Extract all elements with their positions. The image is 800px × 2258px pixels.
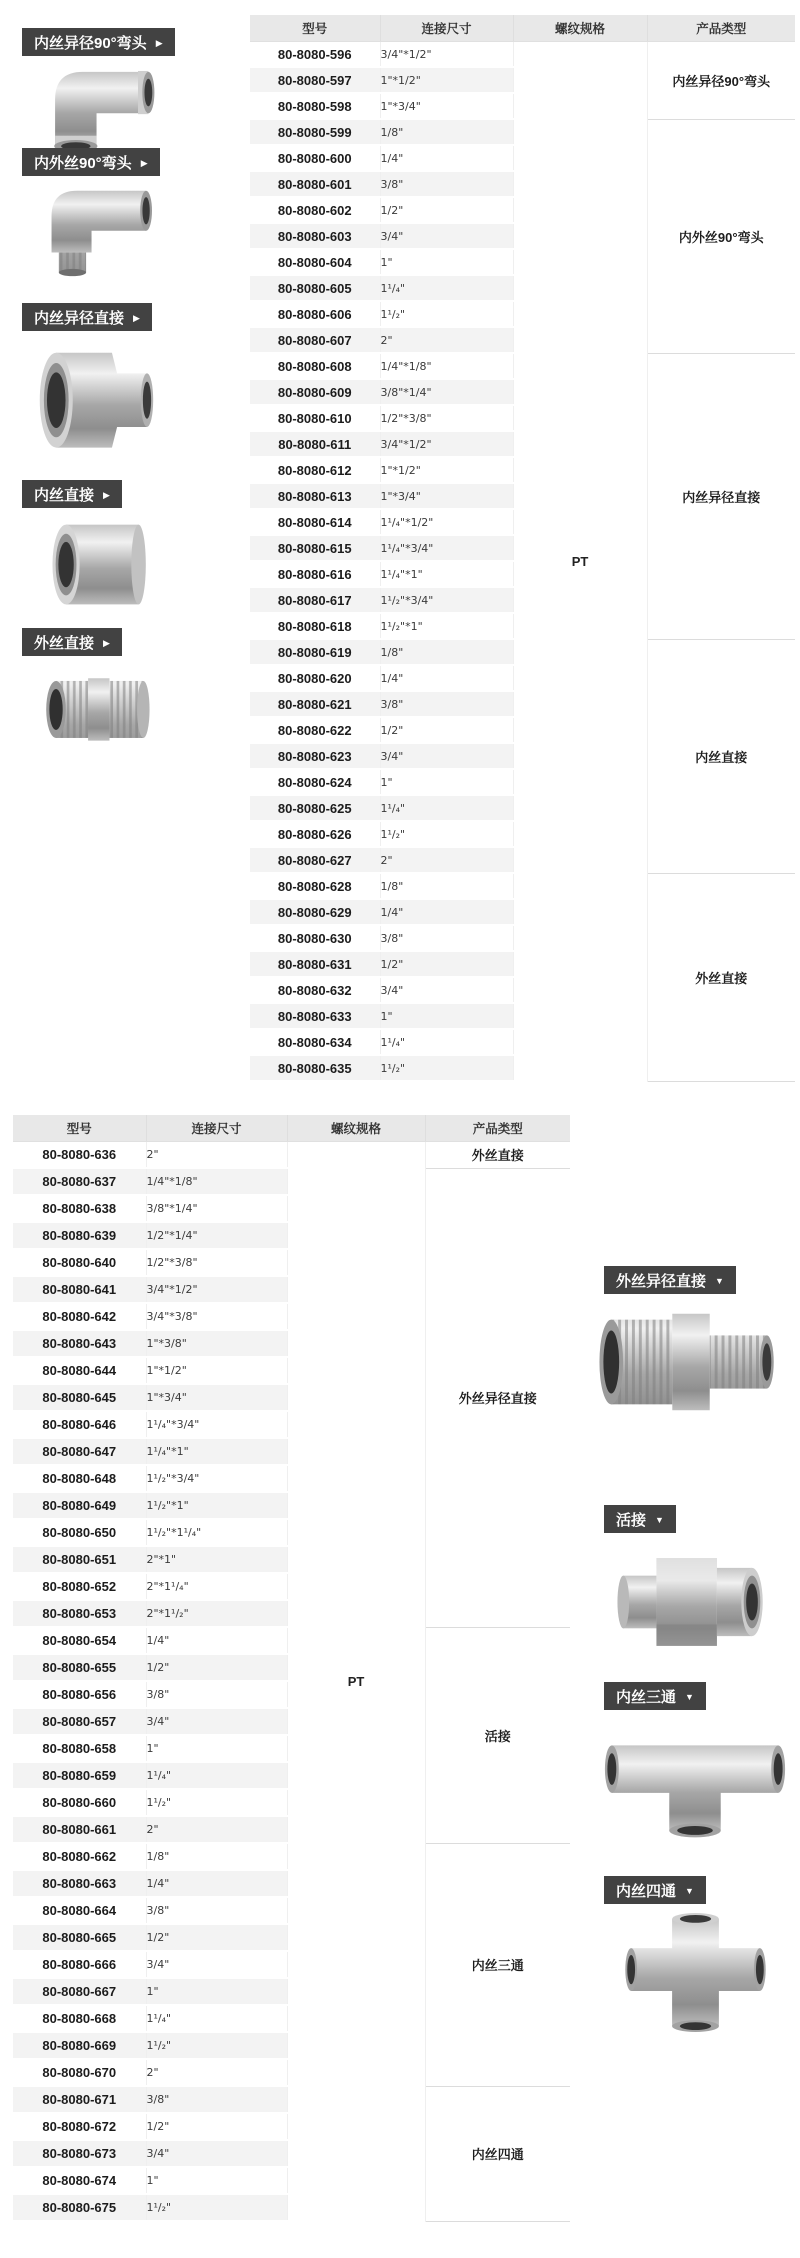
category-button-male-nipple[interactable] xyxy=(22,628,122,656)
product-type-cell: 外丝直接 xyxy=(647,873,795,1081)
model-cell: 80-8080-650 xyxy=(13,1519,146,1546)
col-header-thread: 螺纹规格 xyxy=(513,15,647,42)
size-cell: 1/4" xyxy=(380,665,513,691)
product-type-cell: 内外丝90°弯头 xyxy=(647,119,795,353)
size-cell: 1/2" xyxy=(146,1924,287,1951)
product-image-female-reducing-coupling xyxy=(15,332,180,458)
product-type-cell: 内丝异径90°弯头 xyxy=(647,42,795,120)
size-cell: 1/8" xyxy=(380,873,513,899)
model-cell: 80-8080-623 xyxy=(250,743,380,769)
size-cell: 1"*1/2" xyxy=(146,1357,287,1384)
category-label: 内丝三通 xyxy=(616,1688,677,1706)
size-cell: 1/4" xyxy=(146,1870,287,1897)
size-cell: 1/4"*1/8" xyxy=(146,1168,287,1195)
model-cell: 80-8080-637 xyxy=(13,1168,146,1195)
model-cell: 80-8080-642 xyxy=(13,1303,146,1330)
product-type-cell: 内丝三通 xyxy=(425,1843,570,2086)
size-cell: 1¹/₄" xyxy=(380,1029,513,1055)
category-label: 内丝四通 xyxy=(616,1882,677,1900)
model-cell: 80-8080-621 xyxy=(250,691,380,717)
model-cell: 80-8080-603 xyxy=(250,223,380,249)
size-cell: 3/4"*1/2" xyxy=(380,42,513,68)
size-cell: 3/8"*1/4" xyxy=(380,379,513,405)
size-cell: 1" xyxy=(380,249,513,275)
size-cell: 1/4" xyxy=(380,145,513,171)
model-cell: 80-8080-651 xyxy=(13,1546,146,1573)
size-cell: 1¹/₄"*3/4" xyxy=(146,1411,287,1438)
size-cell: 3/4"*1/2" xyxy=(380,431,513,457)
col-header-type: 产品类型 xyxy=(425,1115,570,1142)
size-cell: 1¹/₄"*1/2" xyxy=(380,509,513,535)
product-image-female-tee xyxy=(596,1712,794,1844)
header-row xyxy=(250,15,795,42)
size-cell: 1" xyxy=(146,1735,287,1762)
model-cell: 80-8080-640 xyxy=(13,1249,146,1276)
product-image-union xyxy=(596,1536,791,1668)
size-cell: 1/4"*1/8" xyxy=(380,353,513,379)
size-cell: 1/2"*3/8" xyxy=(380,405,513,431)
model-cell: 80-8080-626 xyxy=(250,821,380,847)
model-cell: 80-8080-660 xyxy=(13,1789,146,1816)
size-cell: 2"*1¹/₄" xyxy=(146,1573,287,1600)
model-cell: 80-8080-604 xyxy=(250,249,380,275)
model-cell: 80-8080-606 xyxy=(250,301,380,327)
chevron-right-icon: ▶ xyxy=(103,489,110,500)
product-image-male-reducing-nipple xyxy=(592,1298,792,1426)
category-button-male-reducing-nipple[interactable] xyxy=(604,1266,736,1294)
model-cell: 80-8080-647 xyxy=(13,1438,146,1465)
product-type-cell: 内丝直接 xyxy=(647,639,795,873)
product-image-female-reducing-90-elbow xyxy=(25,58,175,153)
model-cell: 80-8080-665 xyxy=(13,1924,146,1951)
category-label: 内丝异径90°弯头 xyxy=(34,34,147,52)
product-image-male-female-90-elbow xyxy=(18,178,176,278)
size-cell: 1¹/₄"*3/4" xyxy=(380,535,513,561)
model-cell: 80-8080-614 xyxy=(250,509,380,535)
model-cell: 80-8080-675 xyxy=(13,2194,146,2221)
size-cell: 3/8" xyxy=(146,1681,287,1708)
size-cell: 1¹/₄" xyxy=(146,1762,287,1789)
size-cell: 1¹/₄"*1" xyxy=(380,561,513,587)
size-cell: 3/4" xyxy=(380,223,513,249)
size-cell: 1" xyxy=(380,769,513,795)
chevron-down-icon: ▼ xyxy=(655,1514,664,1525)
size-cell: 1¹/₂"*3/4" xyxy=(146,1465,287,1492)
category-button-female-tee[interactable] xyxy=(604,1682,706,1710)
size-cell: 1/2"*3/8" xyxy=(146,1249,287,1276)
model-cell: 80-8080-607 xyxy=(250,327,380,353)
product-type-cell: 活接 xyxy=(425,1627,570,1843)
model-cell: 80-8080-653 xyxy=(13,1600,146,1627)
chevron-right-icon: ▶ xyxy=(103,637,110,648)
product-type-cell: 内丝四通 xyxy=(425,2086,570,2221)
model-cell: 80-8080-628 xyxy=(250,873,380,899)
model-cell: 80-8080-605 xyxy=(250,275,380,301)
model-cell: 80-8080-609 xyxy=(250,379,380,405)
model-cell: 80-8080-633 xyxy=(250,1003,380,1029)
model-cell: 80-8080-645 xyxy=(13,1384,146,1411)
model-cell: 80-8080-648 xyxy=(13,1465,146,1492)
size-cell: 1/4" xyxy=(380,899,513,925)
col-header-type: 产品类型 xyxy=(647,15,795,42)
size-cell: 3/4" xyxy=(146,1708,287,1735)
model-cell: 80-8080-602 xyxy=(250,197,380,223)
category-label: 内丝直接 xyxy=(34,486,95,504)
product-type-cell: 外丝直接 xyxy=(425,1142,570,1169)
model-cell: 80-8080-624 xyxy=(250,769,380,795)
chevron-down-icon: ▼ xyxy=(685,1885,694,1896)
size-cell: 1/4" xyxy=(146,1627,287,1654)
model-cell: 80-8080-663 xyxy=(13,1870,146,1897)
model-cell: 80-8080-659 xyxy=(13,1762,146,1789)
chevron-right-icon: ▶ xyxy=(133,312,140,323)
size-cell: 1/2" xyxy=(380,197,513,223)
size-cell: 1¹/₂"*1" xyxy=(380,613,513,639)
size-cell: 3/8" xyxy=(380,691,513,717)
category-label: 内外丝90°弯头 xyxy=(34,154,132,172)
size-cell: 1/8" xyxy=(380,119,513,145)
product-type-cell: 内丝异径直接 xyxy=(647,353,795,639)
model-cell: 80-8080-643 xyxy=(13,1330,146,1357)
chevron-right-icon: ▶ xyxy=(140,157,148,168)
size-cell: 1¹/₂"*1¹/₄" xyxy=(146,1519,287,1546)
col-header-size: 连接尺寸 xyxy=(380,15,513,42)
size-cell: 1"*3/4" xyxy=(380,483,513,509)
model-cell: 80-8080-635 xyxy=(250,1055,380,1081)
model-cell: 80-8080-618 xyxy=(250,613,380,639)
size-cell: 1/8" xyxy=(380,639,513,665)
size-cell: 1/2"*1/4" xyxy=(146,1222,287,1249)
chevron-down-icon: ▼ xyxy=(685,1691,694,1702)
thread-spec-cell: PT xyxy=(513,42,647,1082)
size-cell: 1"*3/4" xyxy=(380,93,513,119)
model-cell: 80-8080-666 xyxy=(13,1951,146,1978)
model-cell: 80-8080-670 xyxy=(13,2059,146,2086)
product-image-male-nipple xyxy=(18,656,176,754)
table-row xyxy=(13,1142,570,1169)
model-cell: 80-8080-649 xyxy=(13,1492,146,1519)
spec-table-top xyxy=(250,15,795,1082)
model-cell: 80-8080-615 xyxy=(250,535,380,561)
model-cell: 80-8080-631 xyxy=(250,951,380,977)
model-cell: 80-8080-644 xyxy=(13,1357,146,1384)
size-cell: 1¹/₂" xyxy=(380,821,513,847)
size-cell: 3/8" xyxy=(380,171,513,197)
size-cell: 1¹/₂" xyxy=(380,301,513,327)
size-cell: 1¹/₂"*3/4" xyxy=(380,587,513,613)
model-cell: 80-8080-641 xyxy=(13,1276,146,1303)
size-cell: 1¹/₄" xyxy=(380,275,513,301)
model-cell: 80-8080-629 xyxy=(250,899,380,925)
chevron-down-icon: ▼ xyxy=(715,1275,724,1286)
size-cell: 3/4" xyxy=(146,2140,287,2167)
model-cell: 80-8080-662 xyxy=(13,1843,146,1870)
table-row xyxy=(250,42,795,68)
category-label: 外丝直接 xyxy=(34,634,95,652)
size-cell: 1¹/₂" xyxy=(146,2194,287,2221)
model-cell: 80-8080-657 xyxy=(13,1708,146,1735)
category-button-female-reducing-90-elbow[interactable] xyxy=(22,28,175,56)
model-cell: 80-8080-612 xyxy=(250,457,380,483)
model-cell: 80-8080-669 xyxy=(13,2032,146,2059)
model-cell: 80-8080-617 xyxy=(250,587,380,613)
model-cell: 80-8080-630 xyxy=(250,925,380,951)
model-cell: 80-8080-664 xyxy=(13,1897,146,1924)
col-header-size: 连接尺寸 xyxy=(146,1115,287,1142)
size-cell: 2"*1" xyxy=(146,1546,287,1573)
model-cell: 80-8080-671 xyxy=(13,2086,146,2113)
size-cell: 3/4"*1/2" xyxy=(146,1276,287,1303)
category-button-female-coupling[interactable] xyxy=(22,480,122,508)
model-cell: 80-8080-596 xyxy=(250,42,380,68)
size-cell: 1"*3/8" xyxy=(146,1330,287,1357)
size-cell: 3/4" xyxy=(146,1951,287,1978)
product-type-cell: 外丝异径直接 xyxy=(425,1168,570,1627)
size-cell: 1¹/₂" xyxy=(146,2032,287,2059)
model-cell: 80-8080-620 xyxy=(250,665,380,691)
model-cell: 80-8080-674 xyxy=(13,2167,146,2194)
model-cell: 80-8080-672 xyxy=(13,2113,146,2140)
model-cell: 80-8080-646 xyxy=(13,1411,146,1438)
size-cell: 1"*3/4" xyxy=(146,1384,287,1411)
model-cell: 80-8080-613 xyxy=(250,483,380,509)
model-cell: 80-8080-598 xyxy=(250,93,380,119)
size-cell: 3/8" xyxy=(146,1897,287,1924)
chevron-right-icon: ▶ xyxy=(155,37,163,48)
size-cell: 1" xyxy=(146,1978,287,2005)
model-cell: 80-8080-661 xyxy=(13,1816,146,1843)
model-cell: 80-8080-625 xyxy=(250,795,380,821)
size-cell: 1¹/₂" xyxy=(380,1055,513,1081)
thread-spec-cell: PT xyxy=(287,1142,425,2222)
model-cell: 80-8080-656 xyxy=(13,1681,146,1708)
spec-table-bottom xyxy=(13,1115,570,2222)
model-cell: 80-8080-627 xyxy=(250,847,380,873)
size-cell: 3/4" xyxy=(380,977,513,1003)
size-cell: 2" xyxy=(380,327,513,353)
size-cell: 1"*1/2" xyxy=(380,457,513,483)
model-cell: 80-8080-610 xyxy=(250,405,380,431)
category-button-male-female-90-elbow[interactable] xyxy=(22,148,160,176)
model-cell: 80-8080-658 xyxy=(13,1735,146,1762)
model-cell: 80-8080-597 xyxy=(250,67,380,93)
size-cell: 1/2" xyxy=(380,951,513,977)
spec-table-bottom-container xyxy=(13,1115,570,2222)
model-cell: 80-8080-608 xyxy=(250,353,380,379)
size-cell: 2" xyxy=(146,1142,287,1169)
size-cell: 2" xyxy=(380,847,513,873)
size-cell: 1¹/₂"*1" xyxy=(146,1492,287,1519)
size-cell: 1¹/₄" xyxy=(380,795,513,821)
category-button-female-reducing-coupling[interactable] xyxy=(22,303,152,331)
size-cell: 1¹/₄" xyxy=(146,2005,287,2032)
size-cell: 3/8"*1/4" xyxy=(146,1195,287,1222)
model-cell: 80-8080-622 xyxy=(250,717,380,743)
size-cell: 1¹/₂" xyxy=(146,1789,287,1816)
size-cell: 3/8" xyxy=(146,2086,287,2113)
model-cell: 80-8080-668 xyxy=(13,2005,146,2032)
model-cell: 80-8080-639 xyxy=(13,1222,146,1249)
model-cell: 80-8080-600 xyxy=(250,145,380,171)
size-cell: 1/8" xyxy=(146,1843,287,1870)
header-row xyxy=(13,1115,570,1142)
size-cell: 2"*1¹/₂" xyxy=(146,1600,287,1627)
model-cell: 80-8080-601 xyxy=(250,171,380,197)
model-cell: 80-8080-636 xyxy=(13,1142,146,1169)
size-cell: 2" xyxy=(146,1816,287,1843)
model-cell: 80-8080-634 xyxy=(250,1029,380,1055)
model-cell: 80-8080-652 xyxy=(13,1573,146,1600)
size-cell: 1"*1/2" xyxy=(380,67,513,93)
category-button-union[interactable] xyxy=(604,1505,676,1533)
model-cell: 80-8080-673 xyxy=(13,2140,146,2167)
model-cell: 80-8080-654 xyxy=(13,1627,146,1654)
model-cell: 80-8080-611 xyxy=(250,431,380,457)
product-image-female-coupling xyxy=(28,508,173,612)
size-cell: 1/2" xyxy=(146,1654,287,1681)
category-label: 外丝异径直接 xyxy=(616,1272,707,1290)
size-cell: 1/2" xyxy=(146,2113,287,2140)
col-header-model: 型号 xyxy=(13,1115,146,1142)
model-cell: 80-8080-667 xyxy=(13,1978,146,2005)
size-cell: 1" xyxy=(380,1003,513,1029)
category-button-female-cross[interactable] xyxy=(604,1876,706,1904)
size-cell: 3/4" xyxy=(380,743,513,769)
col-header-model: 型号 xyxy=(250,15,380,42)
model-cell: 80-8080-619 xyxy=(250,639,380,665)
size-cell: 3/8" xyxy=(380,925,513,951)
size-cell: 1/2" xyxy=(380,717,513,743)
size-cell: 3/4"*3/8" xyxy=(146,1303,287,1330)
col-header-thread: 螺纹规格 xyxy=(287,1115,425,1142)
category-label: 活接 xyxy=(616,1511,647,1529)
model-cell: 80-8080-655 xyxy=(13,1654,146,1681)
product-image-female-cross xyxy=(598,1905,793,2040)
model-cell: 80-8080-616 xyxy=(250,561,380,587)
category-label: 内丝异径直接 xyxy=(34,309,125,327)
model-cell: 80-8080-638 xyxy=(13,1195,146,1222)
spec-table-top-container xyxy=(250,15,795,1082)
model-cell: 80-8080-599 xyxy=(250,119,380,145)
size-cell: 1" xyxy=(146,2167,287,2194)
size-cell: 1¹/₄"*1" xyxy=(146,1438,287,1465)
model-cell: 80-8080-632 xyxy=(250,977,380,1003)
size-cell: 2" xyxy=(146,2059,287,2086)
